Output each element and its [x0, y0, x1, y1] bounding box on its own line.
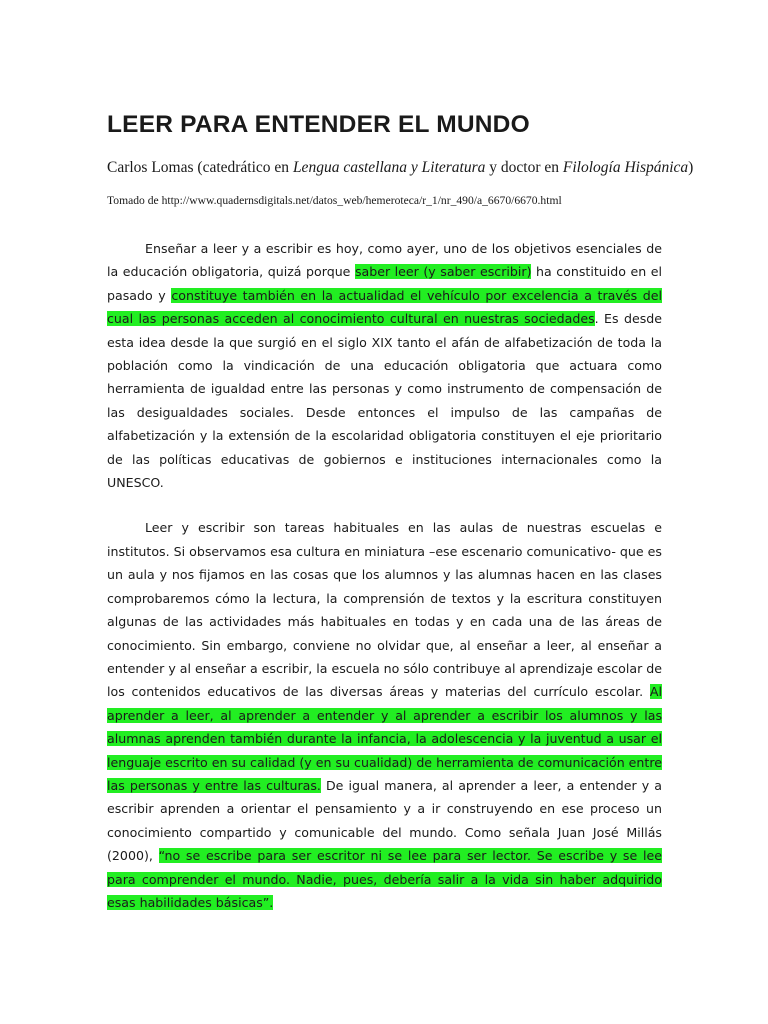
author-line: [107, 158, 694, 178]
author-field-2: Filología Hispánica: [562, 159, 689, 176]
paragraph-1: [107, 237, 662, 494]
author-field-1: Lengua castellana y Literatura: [292, 159, 486, 176]
author-end: ): [688, 159, 694, 176]
document-title: LEER PARA ENTENDER EL MUNDO: [107, 111, 530, 138]
paragraph-1-text-b: ha constituido en el pasado y: [107, 264, 662, 303]
document-page: [107, 108, 694, 914]
author-name: Carlos Lomas (catedrático en: [107, 159, 293, 176]
source-line: Tomado de http://www.quadernsdigitals.net/datos_web/hemeroteca/r_1/nr_490/a_6670/6670.html: [107, 194, 562, 207]
paragraph-1-text-c: . Es desde esta idea desde la que surgió en el siglo XIX tanto el afán de alfabetización de toda la población como la vindicación de una educación obligatoria que actuara como herramienta de igualdad entre las personas y como instrumento de compensación de las desigualdades sociales. Desde entonces el impulso de las campañas de alfabetización y la extensión de la escolaridad obligatoria constituyen el eje prioritario de las políticas educativas de gobiernos e instituciones internacionales como la UNESCO.: [107, 311, 663, 491]
paragraph-2-highlight-b: “no se escribe para ser escritor ni se lee para ser lector. Se escribe y se lee para comprender el mundo. Nadie, pues, debería salir a la vida sin haber adquirido esas habilidades básicas”.: [107, 848, 662, 910]
paragraph-1-highlight-b: constituye también en la actualidad el vehículo por excelencia a través del cual las personas acceden al conocimiento cultural en nuestras sociedades: [107, 287, 662, 327]
paragraph-2-text-b: De igual manera, al aprender a leer, a entender y a escribir aprenden a orientar el pensamiento y a ir construyendo en ese proceso un conocimiento compartido y comunicable del mundo. Como señala Juan José Millás (2000),: [107, 777, 662, 864]
paragraph-2-text-a: Leer y escribir son tareas habituales en las aulas de nuestras escuelas e institutos. Si observamos esa cultura en miniatura –ese escenario comunicativo- que es un aula y nos fijamos en las cosas que los alumnos y las alumnas hacen en las clases comprobaremos cómo la lectura, la comprensión de textos y la escritura constituyen algunas de las actividades más habituales en todas y en cada una de las áreas de conocimiento. Sin embargo, conviene no olvidar que, al enseñar a leer, al enseñar a entender y al enseñar a escribir, la escuela no sólo contribuye al aprendizaje escolar de los contenidos educativos de las diversas áreas y materias del currículo escolar.: [107, 520, 662, 700]
paragraph-2-highlight-a: Al aprender a leer, al aprender a entender y al aprender a escribir los alumnos y las alumnas aprenden también durante la infancia, la adolescencia y la juventud a usar el lenguaje escrito en su calidad (y en su cualidad) de herramienta de comunicación entre las personas y entre las culturas.: [107, 684, 662, 793]
paragraph-1-highlight-a: saber leer (y saber escribir): [354, 264, 532, 280]
paragraph-1-text-a: Enseñar a leer y a escribir es hoy, como ayer, uno de los objetivos esenciales de la educación obligatoria, quizá porque: [107, 241, 662, 280]
paragraph-2: [107, 516, 662, 914]
author-mid: y doctor en: [485, 159, 563, 176]
